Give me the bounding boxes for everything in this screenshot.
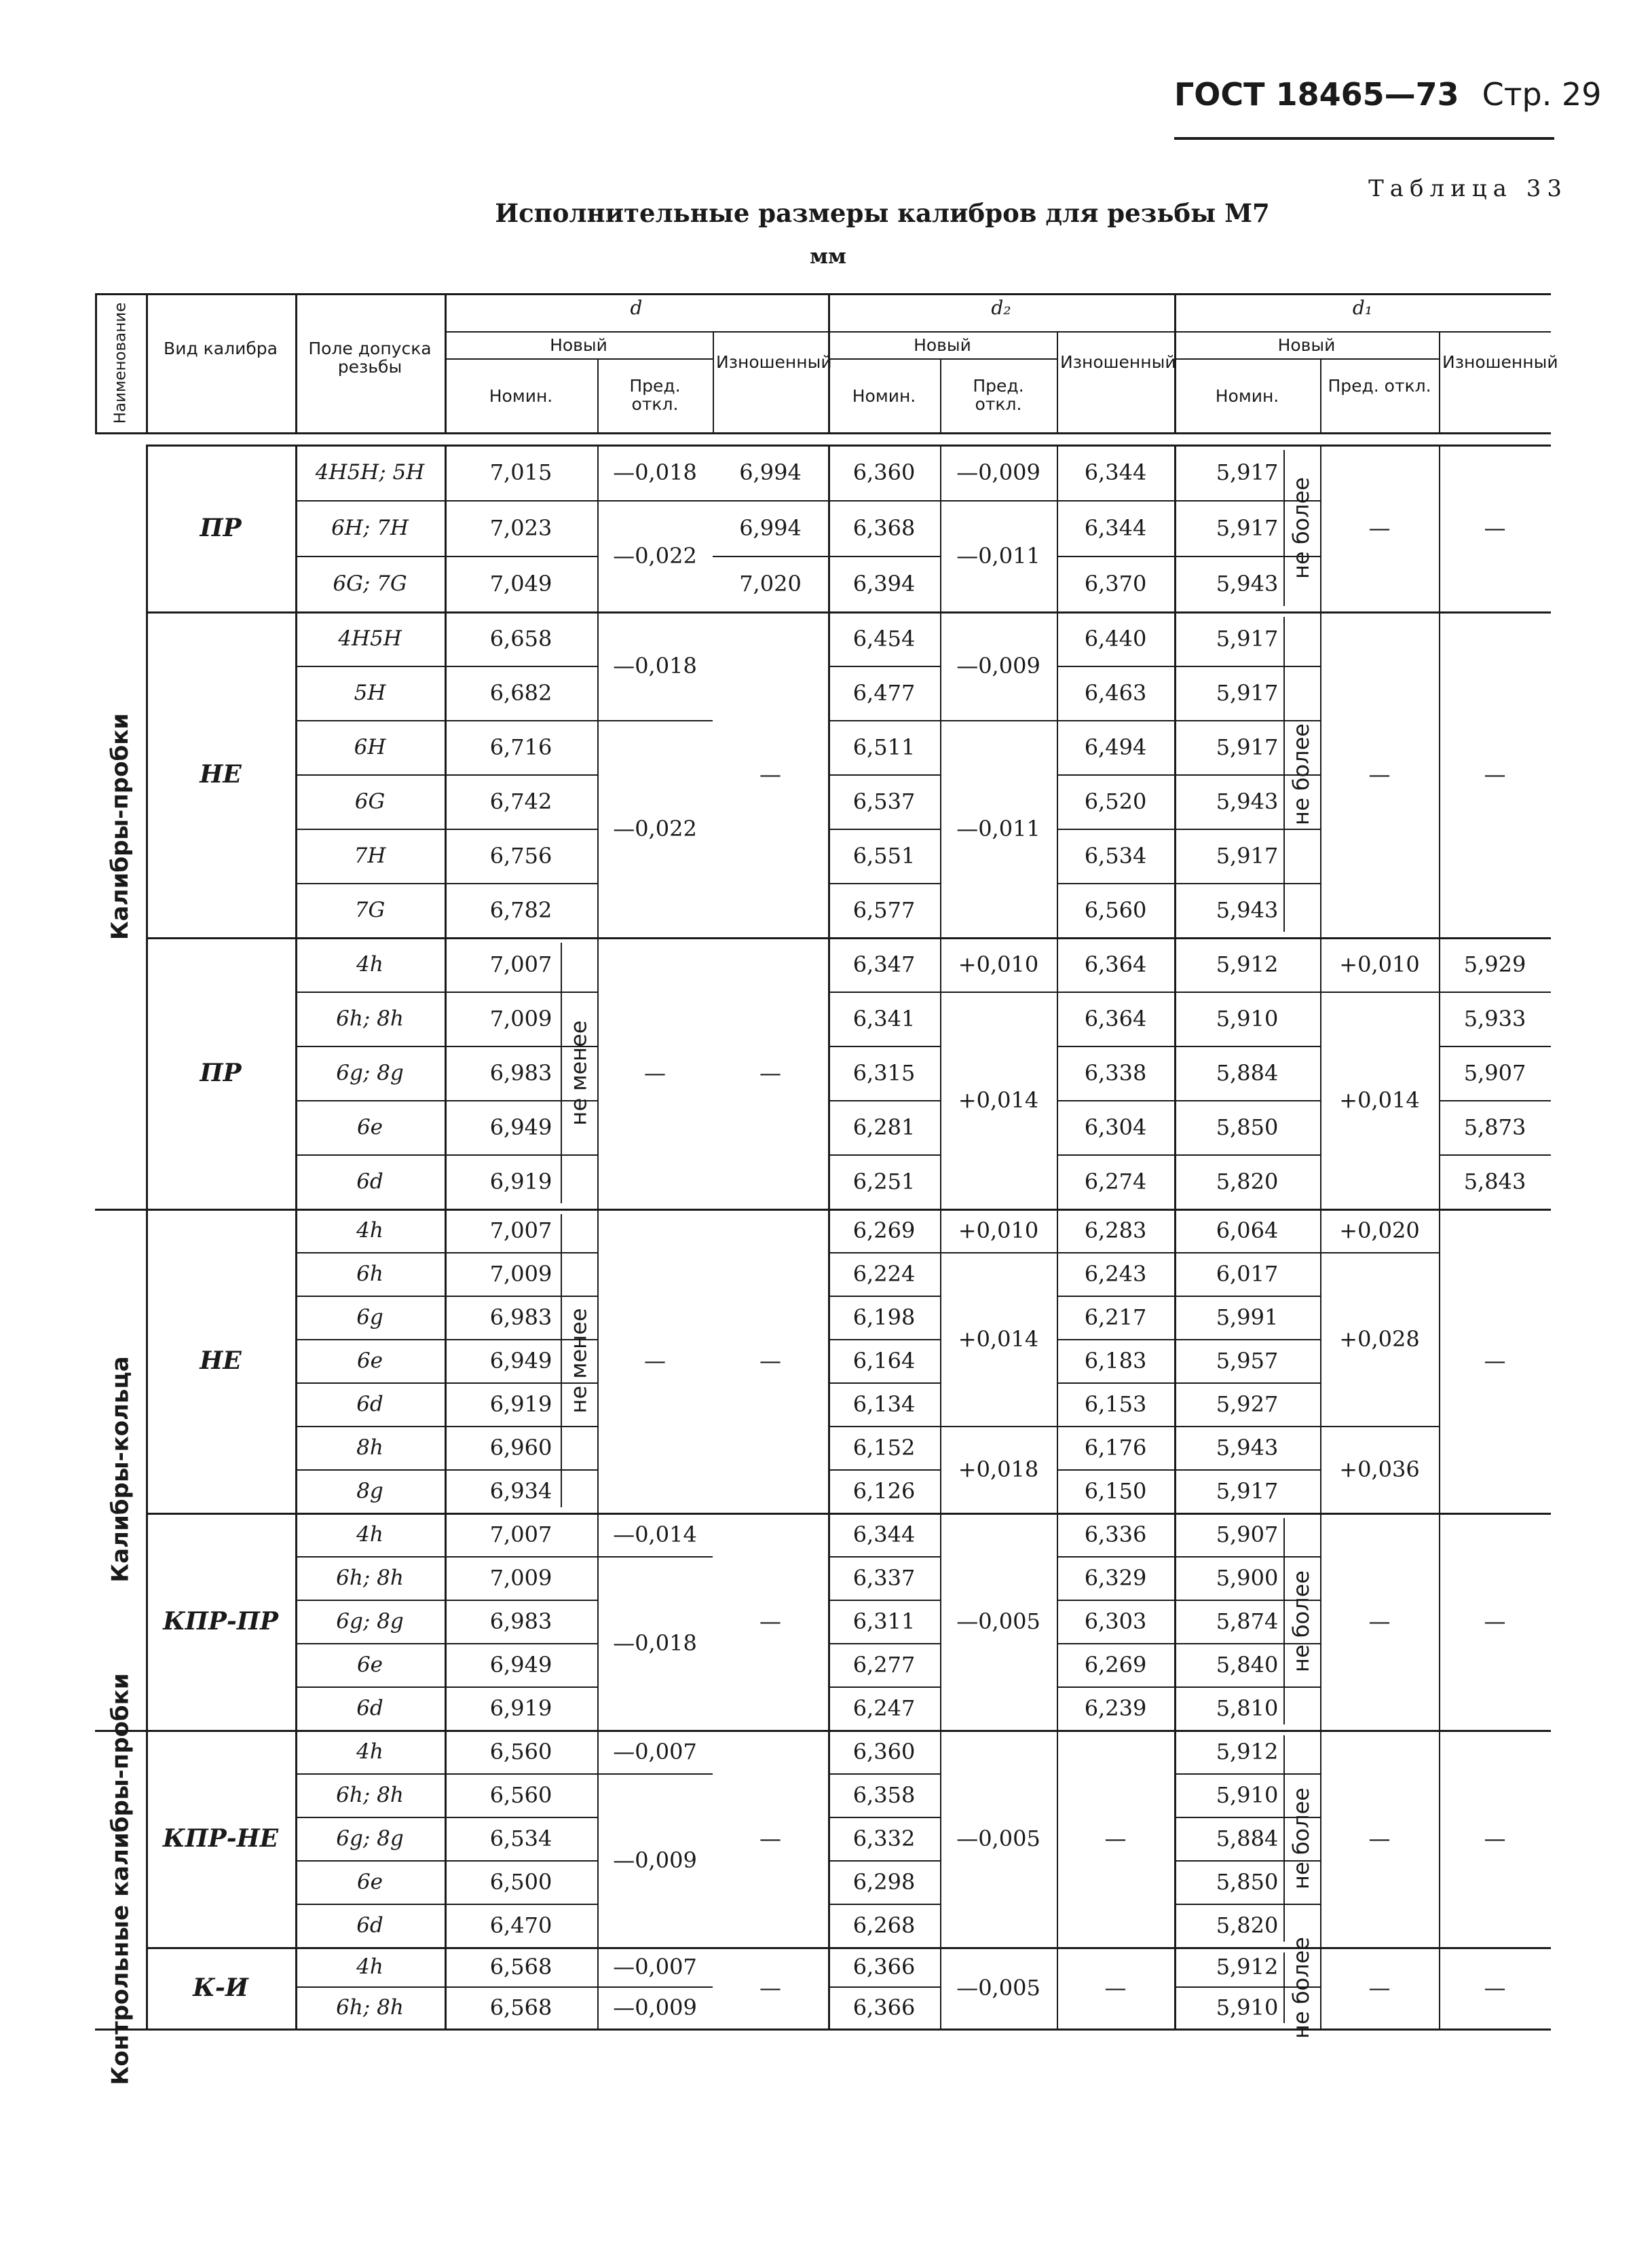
tolerance-field: 6e (356, 1870, 383, 1894)
d1-nominal: 5,917 (1216, 626, 1279, 652)
d-nominal: 6,949 (489, 1114, 552, 1140)
d2-nominal: 6,224 (852, 1261, 916, 1287)
d-nominal: 6,756 (489, 843, 552, 869)
d1-deviation-dash: — (1368, 1608, 1391, 1634)
d1-nominal: 5,917 (1216, 1478, 1279, 1504)
d-nominal: 6,960 (489, 1435, 552, 1460)
d-nominal: 6,919 (489, 1695, 552, 1721)
d1-nominal: 5,874 (1216, 1608, 1279, 1634)
rule-line (95, 432, 1551, 434)
d2-deviation: —0,005 (956, 1608, 1040, 1634)
d1-deviation-dash: — (1368, 515, 1391, 541)
tolerance-field: 4h (356, 1955, 383, 1979)
d-worn-dash: — (759, 1060, 781, 1086)
d2-worn: 6,283 (1084, 1218, 1147, 1243)
tolerance-field: 6h; 8h (336, 1566, 404, 1590)
rule-line (95, 293, 1551, 295)
tolerance-field: 6e (356, 1115, 383, 1139)
header-deviation-d: Пред. откл. (629, 376, 681, 414)
table-number: Таблица 33 (1368, 175, 1568, 202)
d-deviation: —0,007 (613, 1739, 697, 1765)
limit-label-text: не более (1288, 477, 1315, 579)
d2-nominal: 6,247 (852, 1695, 916, 1721)
tolerance-field: 6H (354, 735, 386, 759)
group-label-text: Калибры-пробки (107, 713, 134, 941)
group-label (95, 445, 146, 1209)
d2-nominal: 6,360 (852, 1739, 916, 1765)
d2-worn: 6,269 (1084, 1652, 1147, 1678)
d-deviation: —0,018 (613, 459, 697, 485)
group-label (95, 1209, 146, 1730)
d1-worn: 5,933 (1463, 1006, 1526, 1032)
page-header (1174, 76, 1602, 140)
d1-deviation: +0,028 (1339, 1326, 1420, 1352)
column-line (561, 943, 562, 1203)
tolerance-field: 8h (356, 1435, 383, 1460)
header-name-text: Наименование (111, 302, 130, 423)
tolerance-field: 6g; 8g (336, 1609, 404, 1634)
d1-nominal: 5,917 (1216, 680, 1279, 706)
d-deviation: —0,018 (613, 1630, 697, 1656)
limit-label-text: не более (1288, 1570, 1315, 1672)
d2-nominal: 6,341 (852, 1006, 916, 1032)
gauge-kind: НЕ (200, 760, 242, 789)
d-nominal: 6,470 (489, 1912, 552, 1938)
d2-nominal: 6,298 (852, 1869, 916, 1895)
d2-deviation: +0,010 (958, 951, 1039, 977)
d2-worn: 6,217 (1084, 1304, 1147, 1330)
d2-worn: 6,329 (1084, 1565, 1147, 1591)
d1-worn-dash: — (1484, 761, 1506, 787)
limit-label-text: не более (1288, 1937, 1315, 2039)
d-nominal: 6,782 (489, 897, 552, 923)
d1-nominal: 5,943 (1216, 571, 1279, 597)
d1-nominal: 5,943 (1216, 897, 1279, 923)
d-nominal: 7,009 (489, 1565, 552, 1591)
d2-deviation: —0,011 (956, 543, 1040, 569)
d2-worn: 6,303 (1084, 1608, 1147, 1634)
rule-line (1174, 358, 1439, 360)
d1-nominal: 5,910 (1216, 1995, 1279, 2020)
d-nominal: 6,983 (489, 1304, 552, 1330)
d1-worn-dash: — (1484, 1826, 1506, 1851)
d2-nominal: 6,198 (852, 1304, 916, 1330)
d1-nominal: 5,910 (1216, 1006, 1279, 1032)
rule-line (95, 2029, 1551, 2031)
d-nominal: 7,015 (489, 459, 552, 485)
d2-nominal: 6,126 (852, 1478, 916, 1504)
d2-worn: 6,560 (1084, 897, 1147, 923)
d2-nominal: 6,477 (852, 680, 916, 706)
d1-worn: 5,873 (1463, 1114, 1526, 1140)
d1-deviation-dash: — (1368, 1826, 1391, 1851)
column-line (1283, 1735, 1285, 1942)
tolerance-field: 6d (356, 1696, 383, 1720)
d-deviation: —0,014 (613, 1522, 697, 1547)
d-deviation: —0,022 (613, 816, 697, 842)
d2-deviation: +0,014 (958, 1326, 1039, 1352)
column-line (1283, 1518, 1285, 1724)
d-nominal: 6,983 (489, 1608, 552, 1634)
tolerance-field: 4h (356, 952, 383, 977)
d2-nominal: 6,344 (852, 1522, 916, 1547)
d1-nominal: 6,064 (1216, 1218, 1279, 1243)
d1-deviation-dash: — (1368, 1975, 1391, 2001)
column-line (1057, 331, 1058, 432)
header-new-d: Новый (550, 335, 607, 355)
tolerance-field: 6g (356, 1305, 383, 1329)
d-worn: 7,020 (739, 571, 802, 597)
d2-nominal: 6,269 (852, 1218, 916, 1243)
d-deviation: —0,009 (613, 1995, 697, 2020)
page-number: Стр. 29 (1482, 76, 1602, 113)
gauge-kind: КПР-ПР (163, 1607, 278, 1636)
d2-deviation: +0,010 (958, 1218, 1039, 1243)
d2-nominal: 6,337 (852, 1565, 916, 1591)
d1-nominal: 5,943 (1216, 1435, 1279, 1460)
d-deviation: —0,018 (613, 653, 697, 679)
d1-nominal: 5,910 (1216, 1782, 1279, 1808)
d2-worn: 6,239 (1084, 1695, 1147, 1721)
tolerance-field: 8g (356, 1479, 383, 1503)
d2-nominal: 6,537 (852, 789, 916, 814)
limit-label (1286, 1513, 1316, 1730)
d1-worn: 5,843 (1463, 1169, 1526, 1194)
header-kind: Вид калибра (164, 339, 278, 358)
header-worn-d: Изношенный (716, 352, 832, 372)
d-worn-dash: — (759, 1975, 781, 2001)
d-nominal: 7,049 (489, 571, 552, 597)
header-nominal-d1: Номин. (1215, 386, 1279, 406)
limit-label (1286, 1937, 1316, 2039)
d-nominal: 6,949 (489, 1652, 552, 1678)
d-nominal: 7,023 (489, 515, 552, 541)
rule-line (828, 358, 1057, 360)
limit-label-text: не менее (565, 1308, 591, 1414)
tolerance-field: 6G (354, 789, 386, 814)
limit-label (1286, 1730, 1316, 1947)
d2-deviation: —0,009 (956, 653, 1040, 679)
d-nominal: 6,949 (489, 1348, 552, 1374)
tolerance-field: 6e (356, 1348, 383, 1373)
gauge-kind: КПР-НЕ (162, 1824, 279, 1853)
limit-label (563, 937, 593, 1209)
d1-nominal: 5,991 (1216, 1304, 1279, 1330)
d1-nominal: 5,917 (1216, 515, 1279, 541)
group-label (95, 1673, 146, 2086)
d2-worn: 6,520 (1084, 789, 1147, 814)
group-label-text: Контрольные калибры-пробки (107, 1673, 134, 2086)
d1-worn-dash: — (1484, 1975, 1506, 2001)
tolerance-field: 4H5H; 5H (315, 460, 425, 485)
d2-worn: 6,336 (1084, 1522, 1147, 1547)
d1-nominal: 5,917 (1216, 734, 1279, 760)
header-deviation-d2: Пред. откл. (973, 376, 1024, 414)
header-d2: d₂ (991, 297, 1011, 319)
d1-deviation: +0,010 (1339, 951, 1420, 977)
d-nominal: 7,009 (489, 1006, 552, 1032)
d1-deviation-dash: — (1368, 761, 1391, 787)
tolerance-field: 6h; 8h (336, 1006, 404, 1031)
d2-nominal: 6,134 (852, 1391, 916, 1417)
gauge-kind: НЕ (200, 1346, 242, 1375)
tolerance-field: 6d (356, 1169, 383, 1194)
d2-worn: 6,370 (1084, 571, 1147, 597)
tolerance-field: 6d (356, 1392, 383, 1416)
d-nominal: 7,007 (489, 1218, 552, 1243)
d2-nominal: 6,164 (852, 1348, 916, 1374)
d-nominal: 6,568 (489, 1954, 552, 1980)
d1-nominal: 5,912 (1216, 951, 1279, 977)
tolerance-field: 6g; 8g (336, 1826, 404, 1851)
d2-worn-dash: — (1104, 1826, 1127, 1851)
group-label-text: Калибры-кольца (107, 1356, 134, 1583)
header-field: Поле допуска резьбы (308, 339, 432, 377)
header-d1: d₁ (1352, 297, 1373, 319)
tolerance-field: 4h (356, 1739, 383, 1764)
header-new-d2: Новый (914, 335, 971, 355)
column-line (1283, 1952, 1285, 2023)
d2-worn: 6,183 (1084, 1348, 1147, 1374)
d1-nominal: 5,850 (1216, 1869, 1279, 1895)
column-line (561, 1214, 562, 1507)
header-nominal-d: Номин. (489, 386, 553, 406)
d2-nominal: 6,360 (852, 459, 916, 485)
d1-nominal: 5,820 (1216, 1169, 1279, 1194)
tolerance-field: 7G (354, 898, 386, 922)
d1-worn-dash: — (1484, 1348, 1506, 1374)
header-deviation-d1: Пред. откл. (1328, 376, 1431, 396)
d2-deviation: —0,005 (956, 1826, 1040, 1851)
d2-nominal: 6,277 (852, 1652, 916, 1678)
d2-nominal: 6,311 (852, 1608, 916, 1634)
rule-line (828, 331, 1174, 333)
gauge-kind: ПР (200, 514, 242, 542)
d-nominal: 6,682 (489, 680, 552, 706)
d1-nominal: 5,957 (1216, 1348, 1279, 1374)
limit-label (1286, 445, 1316, 611)
limit-label (1286, 611, 1316, 937)
header-nominal-d2: Номин. (852, 386, 916, 406)
d2-nominal: 6,281 (852, 1114, 916, 1140)
column-line (940, 358, 941, 432)
d2-worn: 6,338 (1084, 1060, 1147, 1086)
header-new-d1: Новый (1277, 335, 1336, 355)
d-nominal: 6,534 (489, 1826, 552, 1851)
rule-line (445, 358, 713, 360)
d-nominal: 7,007 (489, 1522, 552, 1547)
d-deviation-dash: — (644, 1348, 666, 1374)
d1-nominal: 5,840 (1216, 1652, 1279, 1678)
header-worn-d1: Изношенный (1442, 352, 1558, 372)
column-line (1320, 358, 1321, 432)
d2-worn: 6,364 (1084, 1006, 1147, 1032)
gauge-kind: К-И (193, 1974, 248, 2002)
tolerance-field: 6h; 8h (336, 1783, 404, 1807)
tolerance-field: 6H; 7H (331, 516, 409, 540)
d1-nominal: 5,917 (1216, 843, 1279, 869)
d2-nominal: 6,347 (852, 951, 916, 977)
standard-number: ГОСТ 18465—73 (1174, 76, 1459, 113)
tolerance-field: 6d (356, 1913, 383, 1938)
tolerance-field: 7H (354, 844, 386, 868)
tolerance-field: 6g; 8g (336, 1061, 404, 1085)
tolerance-field: 5H (354, 681, 386, 705)
tolerance-field: 6h (356, 1262, 383, 1286)
rule-line (1174, 331, 1551, 333)
tolerance-field: 4h (356, 1522, 383, 1547)
d1-nominal: 5,943 (1216, 789, 1279, 814)
d2-nominal: 6,551 (852, 843, 916, 869)
table-title: Исполнительные размеры калибров для резьбы М7 (495, 198, 1270, 228)
d2-worn: 6,440 (1084, 626, 1147, 652)
d-nominal: 6,560 (489, 1782, 552, 1808)
d1-nominal: 5,900 (1216, 1565, 1279, 1591)
d2-worn: 6,534 (1084, 843, 1147, 869)
tolerance-field: 6G; 7G (333, 571, 407, 596)
d1-worn-dash: — (1484, 515, 1506, 541)
d2-nominal: 6,366 (852, 1954, 916, 1980)
column-line (597, 358, 599, 432)
d2-worn: 6,150 (1084, 1478, 1147, 1504)
d2-worn: 6,153 (1084, 1391, 1147, 1417)
d1-deviation: +0,036 (1339, 1456, 1420, 1482)
d2-nominal: 6,152 (852, 1435, 916, 1460)
d1-nominal: 5,907 (1216, 1522, 1279, 1547)
d1-worn: 5,907 (1463, 1060, 1526, 1086)
d2-nominal: 6,454 (852, 626, 916, 652)
d2-worn: 6,243 (1084, 1261, 1147, 1287)
d2-nominal: 6,368 (852, 515, 916, 541)
d-deviation-dash: — (644, 1060, 666, 1086)
d1-deviation: +0,020 (1339, 1218, 1420, 1243)
limit-label-text: не более (1288, 1788, 1315, 1889)
d2-nominal: 6,511 (852, 734, 916, 760)
d-nominal: 6,742 (489, 789, 552, 814)
d-worn-dash: — (759, 1608, 781, 1634)
d1-nominal: 5,917 (1216, 459, 1279, 485)
tolerance-field: 6e (356, 1653, 383, 1677)
limit-label (563, 1209, 593, 1513)
d-worn: 6,994 (739, 459, 802, 485)
d2-worn: 6,274 (1084, 1169, 1147, 1194)
d2-nominal: 6,394 (852, 571, 916, 597)
d2-worn: 6,176 (1084, 1435, 1147, 1460)
d2-worn: 6,364 (1084, 951, 1147, 977)
tolerance-field: 4h (356, 1218, 383, 1243)
d-nominal: 6,568 (489, 1995, 552, 2020)
d2-nominal: 6,366 (852, 1995, 916, 2020)
d-deviation: —0,007 (613, 1954, 697, 1980)
d2-nominal: 6,268 (852, 1912, 916, 1938)
d1-nominal: 5,810 (1216, 1695, 1279, 1721)
tolerance-field: 6h; 8h (336, 1995, 404, 2020)
column-line (1283, 617, 1285, 932)
d-nominal: 6,919 (489, 1169, 552, 1194)
d2-nominal: 6,358 (852, 1782, 916, 1808)
units-label: мм (810, 244, 846, 269)
d-worn-dash: — (759, 1348, 781, 1374)
d-nominal: 6,500 (489, 1869, 552, 1895)
d1-nominal: 5,912 (1216, 1739, 1279, 1765)
d1-nominal: 5,884 (1216, 1060, 1279, 1086)
d1-nominal: 5,820 (1216, 1912, 1279, 1938)
d2-nominal: 6,251 (852, 1169, 916, 1194)
limit-label-text: не менее (565, 1020, 591, 1126)
d-nominal: 6,658 (489, 626, 552, 652)
d2-worn: 6,344 (1084, 515, 1147, 541)
d2-deviation: +0,018 (958, 1456, 1039, 1482)
limit-label-text: не более (1288, 723, 1315, 825)
d-nominal: 6,934 (489, 1478, 552, 1504)
d-worn-dash: — (759, 761, 781, 787)
d1-nominal: 5,912 (1216, 1954, 1279, 1980)
d2-deviation: +0,014 (958, 1087, 1039, 1113)
d-nominal: 6,716 (489, 734, 552, 760)
d2-deviation: —0,005 (956, 1975, 1040, 2001)
tolerance-field: 4H5H (338, 626, 402, 651)
header-name (95, 293, 146, 432)
d-nominal: 7,009 (489, 1261, 552, 1287)
d-deviation: —0,022 (613, 543, 697, 569)
d1-deviation: +0,014 (1339, 1087, 1420, 1113)
d1-worn: 5,929 (1463, 951, 1526, 977)
d-nominal: 6,560 (489, 1739, 552, 1765)
rule-line (445, 331, 828, 333)
d1-nominal: 6,017 (1216, 1261, 1279, 1287)
d2-worn: 6,304 (1084, 1114, 1147, 1140)
d2-worn: 6,494 (1084, 734, 1147, 760)
column-line (713, 331, 714, 432)
gauge-kind: ПР (200, 1059, 242, 1087)
d1-nominal: 5,884 (1216, 1826, 1279, 1851)
d2-worn: 6,463 (1084, 680, 1147, 706)
column-line (1283, 450, 1285, 606)
d2-worn-dash: — (1104, 1975, 1127, 2001)
d2-nominal: 6,332 (852, 1826, 916, 1851)
header-worn-d2: Изношенный (1060, 352, 1176, 372)
d2-nominal: 6,577 (852, 897, 916, 923)
d-deviation: —0,009 (613, 1847, 697, 1873)
d2-deviation: —0,009 (956, 459, 1040, 485)
d-nominal: 6,983 (489, 1060, 552, 1086)
d-worn-dash: — (759, 1826, 781, 1851)
header-d: d (630, 297, 643, 319)
d2-nominal: 6,315 (852, 1060, 916, 1086)
d1-nominal: 5,927 (1216, 1391, 1279, 1417)
d2-worn: 6,344 (1084, 459, 1147, 485)
d-nominal: 7,007 (489, 951, 552, 977)
d-nominal: 6,919 (489, 1391, 552, 1417)
d1-nominal: 5,850 (1216, 1114, 1279, 1140)
d2-deviation: —0,011 (956, 816, 1040, 842)
d-worn: 6,994 (739, 515, 802, 541)
column-line (1439, 331, 1440, 432)
d1-worn-dash: — (1484, 1608, 1506, 1634)
